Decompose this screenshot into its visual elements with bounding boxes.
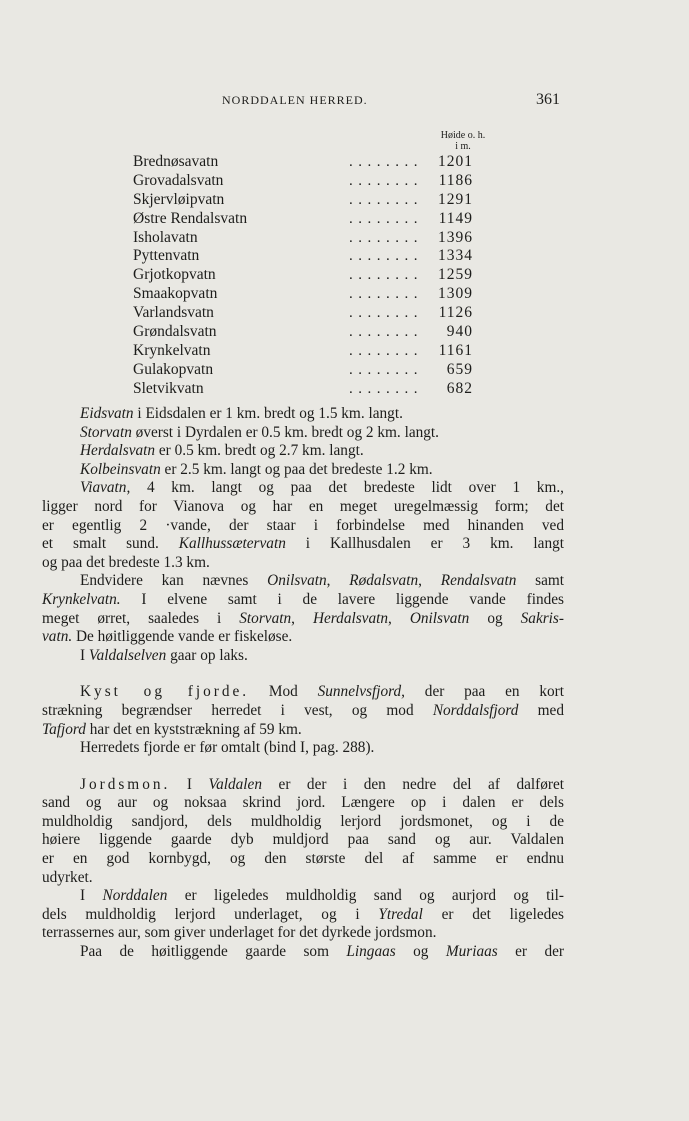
lake-row — [133, 210, 473, 229]
lake-row — [133, 191, 473, 210]
lake-elevation: 1334 — [438, 247, 473, 265]
paragraph-endvidere: Endvidere kan nævnes Onilsvatn, Rødalsvatn, Rendalsvatn samt Krynkelvatn. I elvene samt i de lavere liggende vande findes meget ørret, saaledes i Storvatn, Herdalsvatn, Onilsvatn og Sakris- vatn. De høitliggende vande er fiskeløse. — [42, 572, 565, 646]
dot-leader: ........ — [349, 172, 423, 189]
paragraph-valdalselven: I Valdalselven gaar op laks. — [80, 646, 248, 664]
page-number: 361 — [536, 91, 560, 108]
lake-elevation: 1396 — [438, 228, 473, 246]
lake-name: Varlandsvatn — [133, 304, 214, 322]
lake-elevation: 659 — [446, 360, 473, 378]
section-heading: Kyst og fjorde. — [80, 683, 250, 701]
lake-name: Smaakopvatn — [133, 285, 218, 303]
lake-row — [133, 285, 473, 304]
lake-name: Storvatn — [80, 423, 132, 441]
dot-leader: ........ — [349, 248, 423, 265]
section-heading: Jordsmon. — [80, 775, 171, 793]
elevation-column-heading — [428, 130, 498, 152]
lake-row — [133, 247, 473, 266]
paragraph-norddalen: I Norddalen er ligeledes muldholdig sand og aurjord og til- dels muldholdig lerjord underlaget, og i Ytredal er det ligeledes terrassernes aur, som giver underlaget for det dyrkede jordsmon. — [42, 887, 564, 942]
lake-name: Sletvikvatn — [133, 379, 204, 397]
body-text — [42, 405, 564, 962]
dot-leader: ........ — [349, 267, 423, 284]
paragraph-hoitliggende-gaarde: Paa de høitliggende gaarde som Lingaas og Muriaas er der — [80, 943, 564, 961]
column-heading-line1: Høide o. h. — [440, 130, 486, 141]
lake-name: Brednøsavatn — [133, 153, 219, 170]
dot-leader: ........ — [349, 361, 423, 378]
paragraph-herdalsvatn: Herdalsvatn er 0.5 km. bredt og 2.7 km. langt. — [80, 442, 364, 460]
lake-name: Grøndalsvatn — [133, 323, 217, 341]
dot-leader: ........ — [349, 191, 423, 208]
lake-elevation: 1186 — [438, 171, 473, 189]
dot-leader: ........ — [349, 380, 423, 397]
dot-leader: ........ — [349, 305, 423, 322]
running-header — [0, 93, 689, 113]
lake-elevation: 1201 — [438, 153, 473, 170]
lake-elevation: 682 — [446, 379, 473, 397]
lake-elevation: 1161 — [438, 341, 473, 359]
dot-leader: ........ — [349, 286, 423, 303]
paragraph-jordsmon: Jordsmon. I Valdalen er der i den nedre del af dalføret sand og aur og noksaa skrind jord. Længere op i dalen er dels muldholdig sandjord, dels muldholdig lerjord jordsmonet, og i de høiere liggende gaarde dyb muldjord paa sand og aur. Valdalen er en god kornbygd, og den største del af samme er endnu udyrket. — [42, 775, 565, 886]
lake-name: Skjervløipvatn — [133, 190, 225, 208]
paragraph-storvatn: Storvatn øverst i Dyrdalen er 0.5 km. bredt og 2 km. langt. — [80, 423, 439, 441]
dot-leader: ........ — [349, 210, 423, 227]
dot-leader: ........ — [349, 229, 423, 246]
lake-row — [133, 153, 473, 172]
lake-row — [133, 342, 473, 361]
lake-name: Isholavatn — [133, 228, 198, 246]
lake-name: Herdalsvatn — [80, 442, 156, 460]
lake-elevation: 1259 — [438, 266, 473, 284]
lake-elevation: 1291 — [438, 190, 473, 208]
dot-leader: ........ — [349, 154, 423, 170]
running-title: NORDDALEN HERRED. — [222, 93, 368, 107]
lake-name: Pyttenvatn — [133, 247, 200, 265]
paragraph-kolbeinsvatn: Kolbeinsvatn er 2.5 km. langt og paa det bredeste 1.2 km. — [80, 460, 433, 478]
lake-name: Grovadalsvatn — [133, 171, 224, 189]
column-heading-line2: i m. — [455, 141, 471, 152]
lake-row — [133, 229, 473, 248]
lake-name: Grjotkopvatn — [133, 266, 216, 284]
lake-name: Kolbeinsvatn — [80, 460, 161, 478]
lake-row — [133, 323, 473, 342]
lake-name: Østre Rendalsvatn — [133, 209, 248, 227]
lake-elevation: 1309 — [438, 285, 473, 303]
lake-name: Krynkelvatn — [133, 341, 211, 359]
lake-row — [133, 304, 473, 323]
lake-name: Eidsvatn — [80, 405, 134, 422]
lake-elevation: 940 — [446, 323, 473, 341]
lake-elevation: 1149 — [438, 209, 473, 227]
dot-leader: ........ — [349, 324, 423, 341]
lake-row — [133, 172, 473, 191]
dot-leader: ........ — [349, 342, 423, 359]
paragraph-kyst-og-fjorde: Kyst og fjorde. Mod Sunnelvsfjord, der paa en kort strækning begrændser herredet i vest, og mod Norddalsfjord med Tafjord har det en kyststrækning af 59 km. — [42, 683, 564, 738]
paragraph-viavatn: Viavatn, 4 km. langt og paa det bredeste lidt over 1 km., ligger nord for Vianova og har en meget uregelmæssig form; det er egentlig 2 ·vande, der staar i forbindelse med hinanden ved et smalt sund. Kallhussætervatn i Kallhusdalen er 3 km. langt og paa det bredeste 1.3 km. — [42, 479, 564, 571]
lake-row — [133, 266, 473, 285]
paragraph-eidsvatn: Eidsvatn i Eidsdalen er 1 km. bredt og 1.5 km. langt. — [80, 405, 403, 422]
lake-elevation: 1126 — [438, 304, 473, 322]
paragraph-herredets-fjorde: Herredets fjorde er før omtalt (bind I, pag. 288). — [80, 739, 375, 757]
lake-name: Gulakopvatn — [133, 360, 214, 378]
lake-elevation-table — [133, 153, 473, 399]
lake-row — [133, 380, 473, 399]
lake-row — [133, 361, 473, 380]
